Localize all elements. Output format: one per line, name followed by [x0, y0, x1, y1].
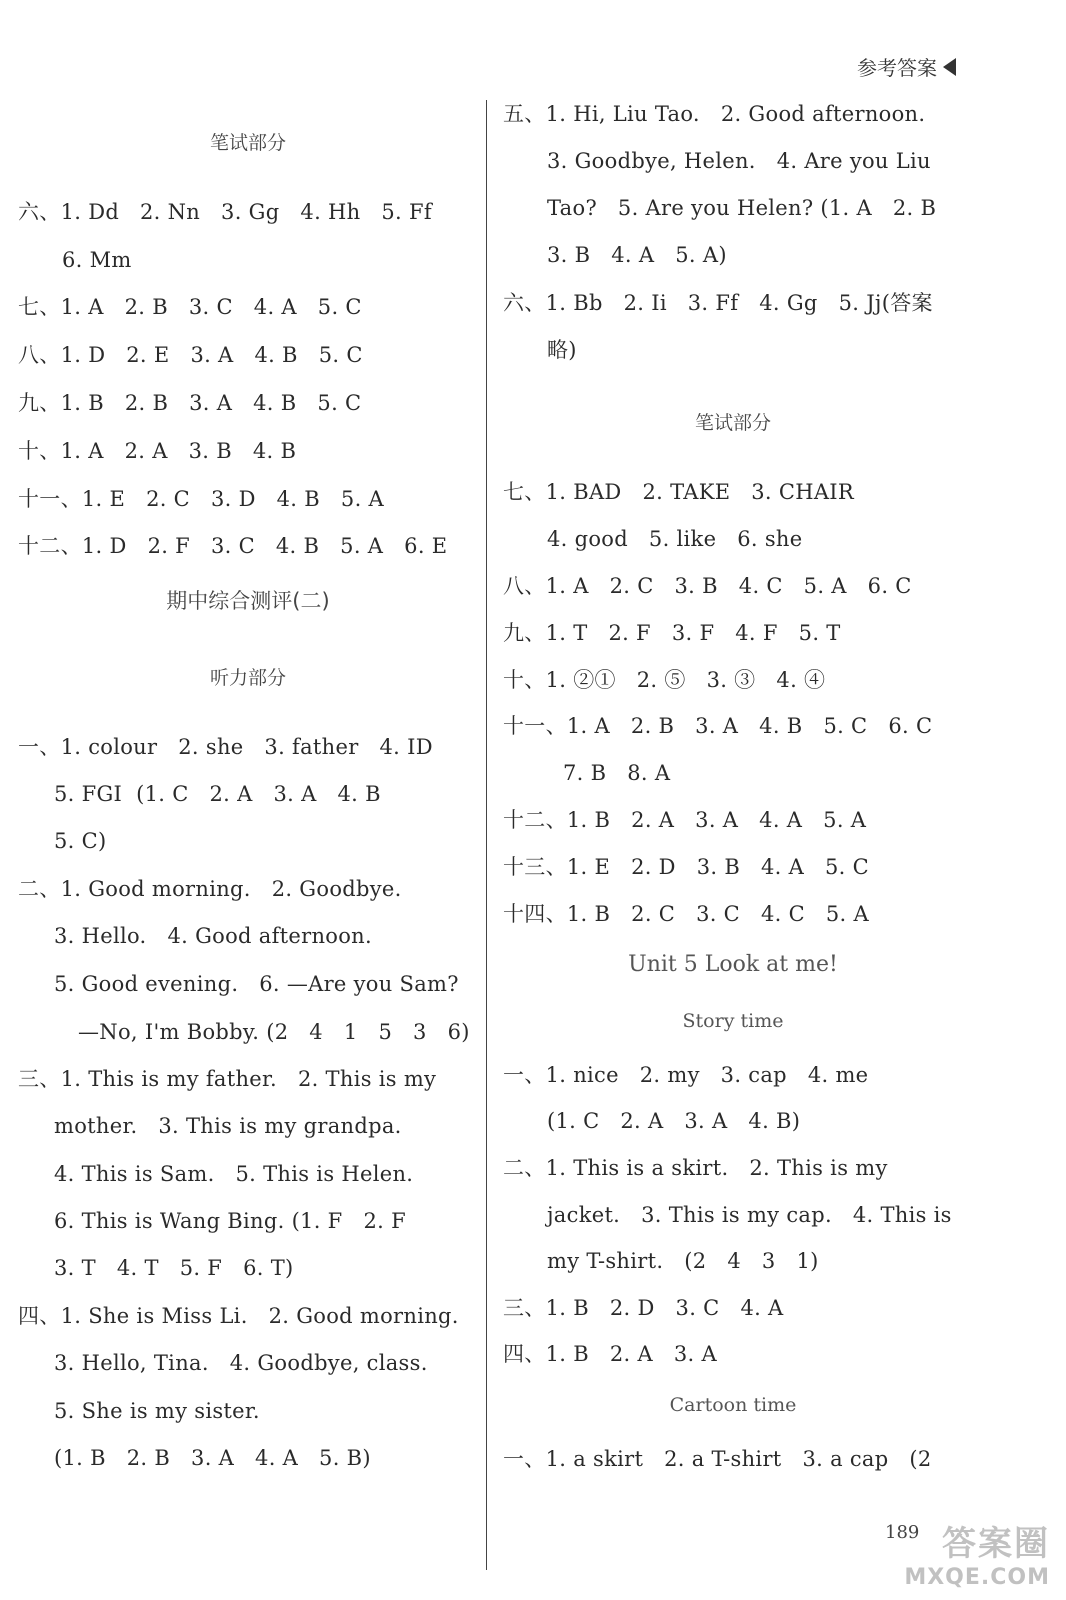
answer-line: 3. T 4. T 5. F 6. T) [54, 1256, 294, 1280]
answer-line: (1. C 2. A 3. A 4. B) [547, 1109, 801, 1133]
answer-line: 4. This is Sam. 5. This is Helen. [54, 1162, 414, 1186]
answer-line: 七、1. BAD 2. TAKE 3. CHAIR [503, 480, 855, 504]
answer-line: mother. 3. This is my grandpa. [54, 1114, 402, 1138]
answer-line: 七、1. A 2. B 3. C 4. A 5. C [18, 295, 362, 319]
answer-line: 六、1. Bb 2. Ii 3. Ff 4. Gg 5. Jj(答案 [503, 291, 933, 315]
column-divider [486, 100, 487, 1570]
answer-line: 一、1. a skirt 2. a T-shirt 3. a cap (2 [503, 1447, 932, 1471]
answer-line: 五、1. Hi, Liu Tao. 2. Good afternoon. [503, 102, 926, 126]
answer-line: 十二、1. D 2. F 3. C 4. B 5. A 6. E [18, 534, 448, 558]
answer-line: 二、1. This is a skirt. 2. This is my [503, 1156, 888, 1180]
answer-line: 3. Hello, Tina. 4. Goodbye, class. [54, 1351, 428, 1375]
answer-line: 4. good 5. like 6. she [547, 527, 803, 551]
answer-line: 二、1. Good morning. 2. Goodbye. [18, 877, 402, 901]
watermark-text: 答案圈 [942, 1524, 1050, 1564]
answer-line: 一、1. nice 2. my 3. cap 4. me [503, 1063, 869, 1087]
answer-line: (1. B 2. B 3. A 4. A 5. B) [54, 1446, 371, 1470]
answer-line: 5. C) [54, 829, 107, 853]
triangle-left-icon [943, 58, 956, 76]
answer-line: —No, I'm Bobby. (2 4 1 5 3 6) [78, 1020, 470, 1044]
answer-line: jacket. 3. This is my cap. 4. This is [547, 1203, 952, 1227]
answer-line: 6. This is Wang Bing. (1. F 2. F [54, 1209, 406, 1233]
answer-line: 八、1. A 2. C 3. B 4. C 5. A 6. C [503, 574, 912, 598]
answer-line: 十、1. A 2. A 3. B 4. B [18, 439, 297, 463]
answer-line: Tao? 5. Are you Helen? (1. A 2. B [547, 196, 937, 220]
page-header [857, 52, 956, 81]
answer-line: 十四、1. B 2. C 3. C 4. C 5. A [503, 902, 869, 926]
answer-line: 十三、1. E 2. D 3. B 4. A 5. C [503, 855, 869, 879]
watermark-url: MXQE.COM [904, 1565, 1050, 1590]
answer-line: 3. Goodbye, Helen. 4. Are you Liu [547, 149, 931, 173]
answer-line: 6. Mm [62, 248, 132, 272]
header-title: 参考答案 [857, 56, 937, 80]
answer-line: my T-shirt. (2 4 3 1) [547, 1249, 819, 1273]
section-heading: Cartoon time [669, 1394, 797, 1416]
section-heading: 听力部分 [209, 667, 286, 689]
answer-line: 六、1. Dd 2. Nn 3. Gg 4. Hh 5. Ff [18, 200, 432, 224]
answer-line: 7. B 8. A [563, 761, 671, 785]
answer-line: 5. Good evening. 6. —Are you Sam? [54, 972, 459, 996]
section-heading: 笔试部分 [694, 412, 771, 434]
answer-line: 十一、1. A 2. B 3. A 4. B 5. C 6. C [503, 714, 933, 738]
section-heading: 笔试部分 [209, 132, 286, 154]
answer-line: 十、1. ②① 2. ⑤ 3. ③ 4. ④ [503, 668, 826, 692]
watermark-logo [870, 1510, 1050, 1590]
answer-line: 四、1. She is Miss Li. 2. Good morning. [18, 1304, 459, 1328]
answer-line: 四、1. B 2. A 3. A [503, 1342, 717, 1366]
page-number: 189 [885, 1522, 920, 1543]
answer-line: 三、1. This is my father. 2. This is my [18, 1067, 437, 1091]
answer-line: 3. B 4. A 5. A) [547, 243, 727, 267]
answer-line: 八、1. D 2. E 3. A 4. B 5. C [18, 343, 363, 367]
answer-line: 一、1. colour 2. she 3. father 4. ID [18, 735, 433, 759]
test-title: 期中综合测评(二) [166, 589, 330, 613]
answer-line: 十一、1. E 2. C 3. D 4. B 5. A [18, 487, 384, 511]
answer-line: 九、1. T 2. F 3. F 4. F 5. T [503, 621, 841, 645]
answer-line: 略) [547, 338, 577, 362]
answer-line: 九、1. B 2. B 3. A 4. B 5. C [18, 391, 362, 415]
section-heading: Story time [682, 1010, 784, 1032]
answer-line: 5. FGI (1. C 2. A 3. A 4. B [54, 782, 381, 806]
answer-line: 5. She is my sister. [54, 1399, 260, 1423]
answer-line: 十二、1. B 2. A 3. A 4. A 5. A [503, 808, 867, 832]
unit-title: Unit 5 Look at me! [628, 952, 838, 977]
answer-line: 三、1. B 2. D 3. C 4. A [503, 1296, 784, 1320]
answer-line: 3. Hello. 4. Good afternoon. [54, 924, 372, 948]
